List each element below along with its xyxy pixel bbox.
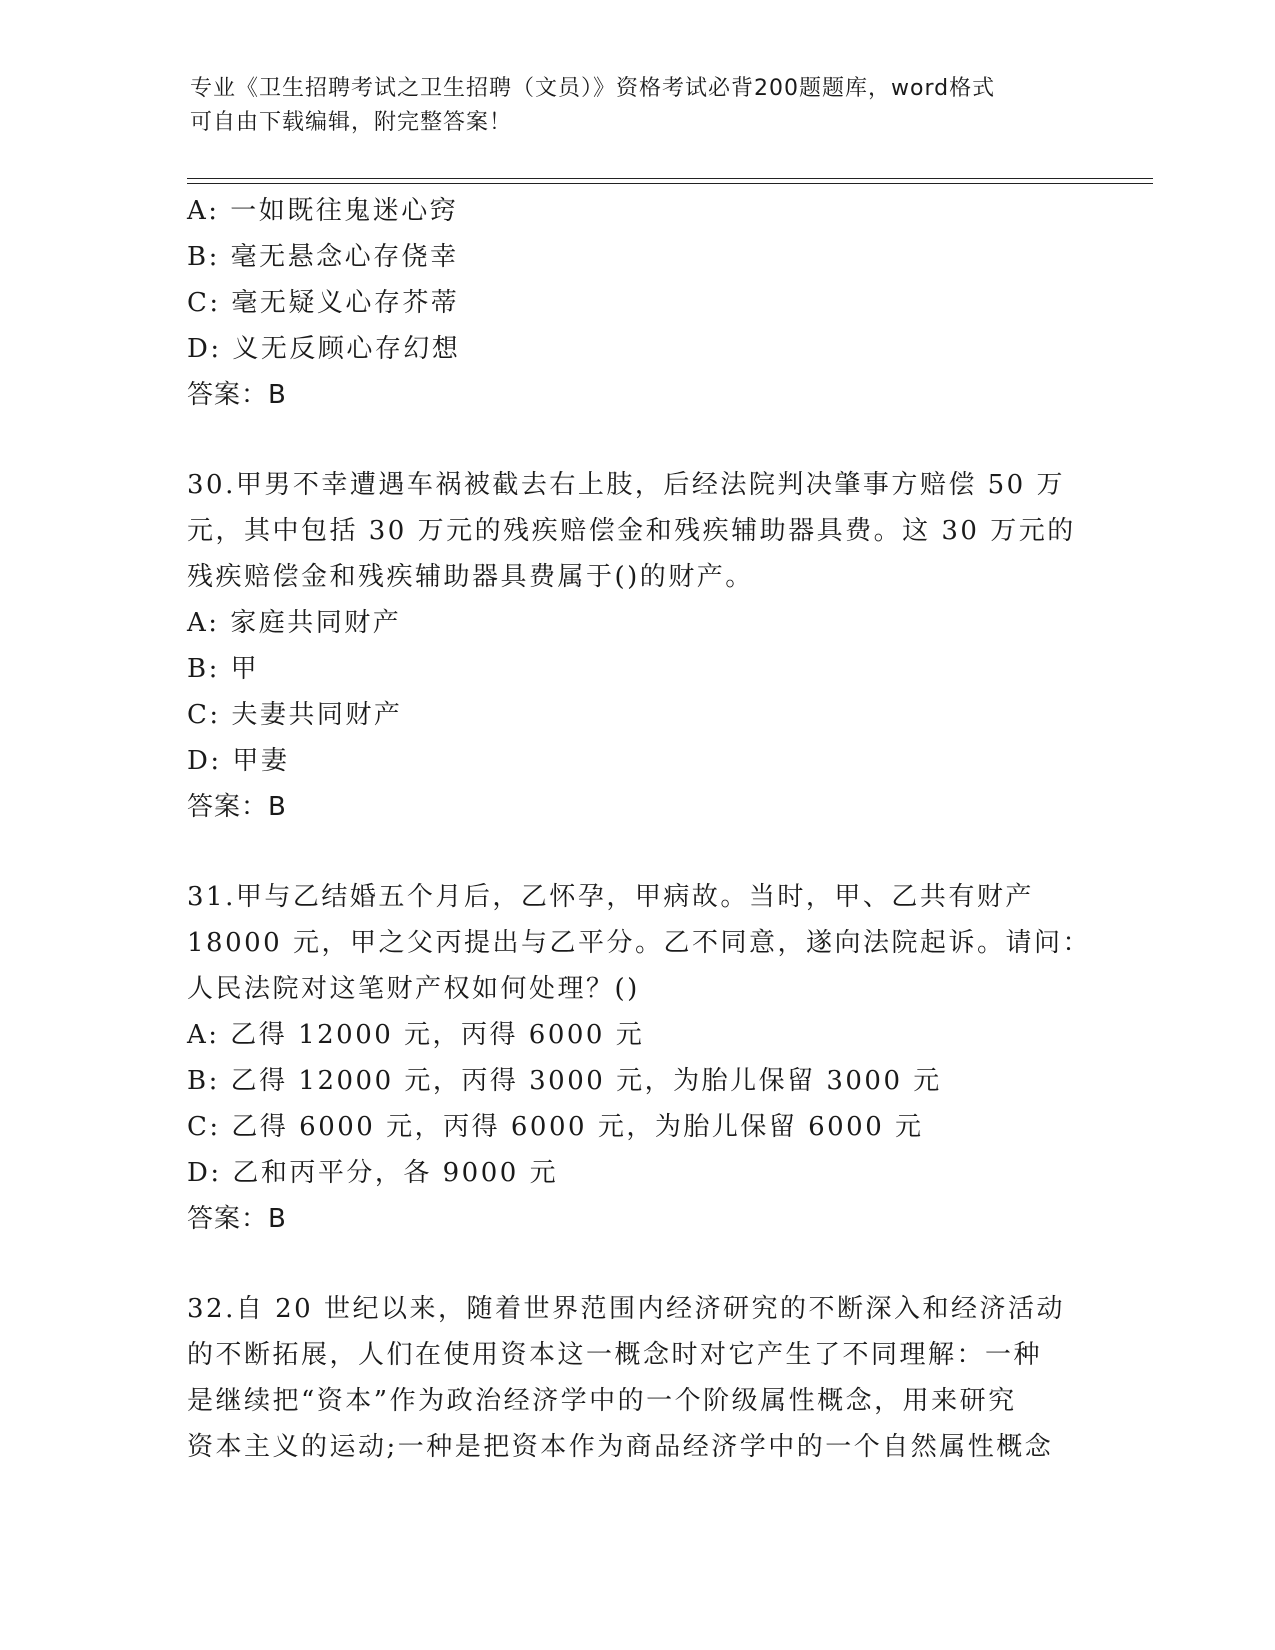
question-content	[187, 188, 1091, 1470]
option-c: C: 夫妻共同财产	[187, 700, 403, 730]
option-d: D: 乙和丙平分，各 9000 元	[187, 1158, 559, 1188]
question-30-block	[187, 462, 1087, 830]
answer-line: 答案：B	[187, 380, 287, 410]
option-c: C: 乙得 6000 元，丙得 6000 元，为胎儿保留 6000 元	[187, 1112, 924, 1142]
header-divider-top	[187, 178, 1153, 179]
question-stem-line: 是继续把“资本”作为政治经济学中的一个阶级属性概念，用来研究	[187, 1386, 1017, 1416]
question-31-block	[187, 874, 1091, 1242]
header-title-line-2: 可自由下载编辑，附完整答案！	[190, 110, 513, 135]
option-a: A: 乙得 12000 元，丙得 6000 元	[187, 1020, 645, 1050]
question-stem-line: 残疾赔偿金和残疾辅助器具费属于()的财产。	[187, 562, 754, 592]
question-stem-line: 18000 元，甲之父丙提出与乙平分。乙不同意，遂向法院起诉。请问：	[187, 928, 1091, 958]
answer-line: 答案：B	[187, 1204, 287, 1234]
question-stem-line: 31.甲与乙结婚五个月后，乙怀孕，甲病故。当时，甲、乙共有财产	[187, 882, 1034, 912]
document-header	[190, 72, 1070, 140]
spacer	[187, 1242, 1087, 1286]
option-b: B: 毫无悬念心存侥幸	[187, 242, 459, 272]
option-d: D: 甲妻	[187, 746, 290, 776]
spacer	[187, 418, 1087, 462]
header-title-line-1: 专业《卫生招聘考试之卫生招聘（文员）》资格考试必背200题题库，word格式	[190, 76, 996, 101]
question-stem-line: 资本主义的运动;一种是把资本作为商品经济学中的一个自然属性概念	[187, 1432, 1054, 1462]
header-divider-bottom	[187, 183, 1153, 184]
option-a: A: 家庭共同财产	[187, 608, 402, 638]
option-b: B: 乙得 12000 元，丙得 3000 元，为胎儿保留 3000 元	[187, 1066, 942, 1096]
option-b: B: 甲	[187, 654, 260, 684]
question-32-block	[187, 1286, 1087, 1470]
answer-line: 答案：B	[187, 792, 287, 822]
question-stem-line: 32.自 20 世纪以来，随着世界范围内经济研究的不断深入和经济活动	[187, 1294, 1065, 1324]
question-stem-line: 元，其中包括 30 万元的残疾赔偿金和残疾辅助器具费。这 30 万元的	[187, 516, 1076, 546]
spacer	[187, 830, 1087, 874]
question-stem-line: 人民法院对这笔财产权如何处理？()	[187, 974, 640, 1004]
option-a: A: 一如既往鬼迷心窍	[187, 196, 459, 226]
question-29-block	[187, 188, 1087, 418]
question-stem-line: 的不断拓展，人们在使用资本这一概念时对它产生了不同理解：一种	[187, 1340, 1043, 1370]
option-c: C: 毫无疑义心存芥蒂	[187, 288, 460, 318]
option-d: D: 义无反顾心存幻想	[187, 334, 461, 364]
question-stem-line: 30.甲男不幸遭遇车祸被截去右上肢，后经法院判决肇事方赔偿 50 万	[187, 470, 1065, 500]
